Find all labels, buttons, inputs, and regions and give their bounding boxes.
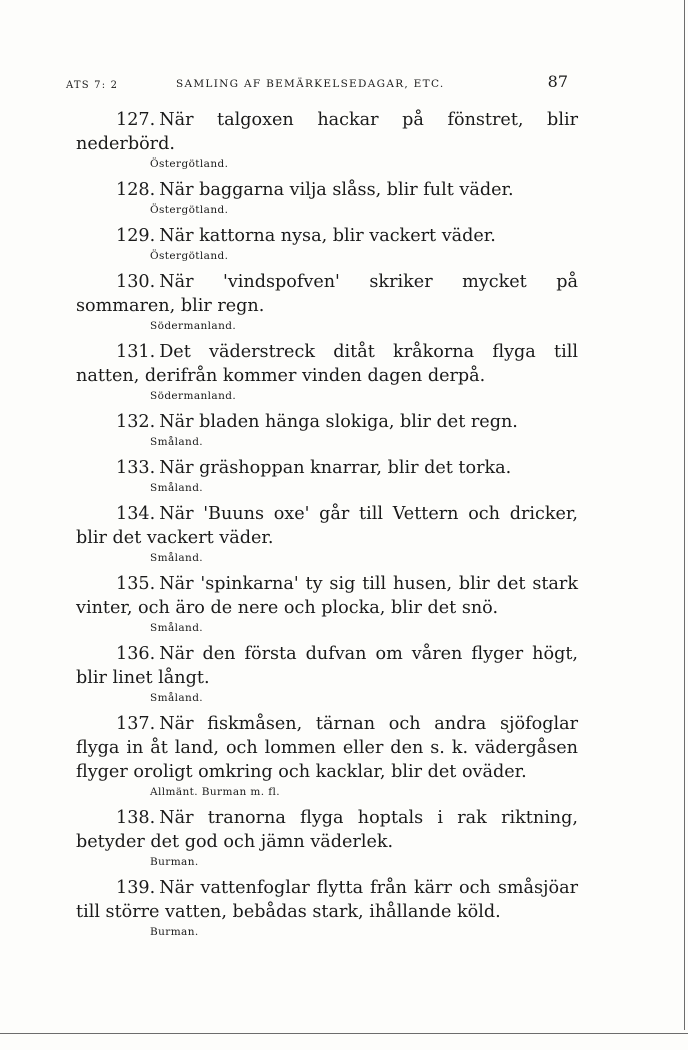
entry-source: Småland. [150,622,204,634]
entry-text: När gräshoppan knarrar, blir det torka. [159,458,512,478]
entry [76,502,578,565]
entry-paragraph [76,456,578,480]
entry [76,224,578,263]
entry-source: Småland. [150,436,204,448]
entry-paragraph [76,502,578,550]
entry-number: 127. [116,110,156,130]
entry-source: Småland. [150,552,204,564]
entry-source: Småland. [150,482,204,494]
entry-number: 128. [116,180,156,200]
entry-text: När 'spinkarna' ty sig till husen, blir det stark vinter, och äro de nere och plocka, blir det snö. [76,574,578,618]
entry-text: Det väderstreck ditåt kråkorna flyga till natten, derifrån kommer vinden dagen derpå. [76,342,578,386]
entry-text: När fiskmåsen, tärnan och andra sjöfoglar flyga in åt land, och lommen eller den s. k. vädergåsen flyger oroligt omkring och kacklar, blir det oväder. [76,714,578,782]
entry [76,108,578,171]
entry-source: Östergötland. [150,158,229,170]
entry-number: 133. [116,458,156,478]
entry-source: Burman. [150,926,199,938]
entry-source: Östergötland. [150,250,229,262]
entry-number: 134. [116,504,156,524]
entry-text: När bladen hänga slokiga, blir det regn. [159,412,518,432]
page-edge-bottom [0,1033,688,1034]
entry-text: När den första dufvan om våren flyger högt, blir linet långt. [76,644,578,688]
entry-text: När baggarna vilja slåss, blir fult väder. [159,180,514,200]
entry [76,806,578,869]
entry [76,340,578,403]
entry-number: 131. [116,342,156,362]
entry-paragraph [76,178,578,202]
entry-paragraph [76,340,578,388]
entry-text: När vattenfoglar flytta från kärr och småsjöar till större vatten, bebådas stark, ihållande köld. [76,878,578,922]
entry-text: När kattorna nysa, blir vackert väder. [159,226,496,246]
entry [76,410,578,449]
entry-number: 137. [116,714,156,734]
entry-text: När tranorna flyga hoptals i rak riktning, betyder det god och jämn väderlek. [76,808,578,852]
entry-number: 132. [116,412,156,432]
entry-text: När talgoxen hackar på fönstret, blir nederbörd. [76,110,578,154]
entry-source: Allmänt. Burman m. fl. [150,786,281,798]
entry-number: 129. [116,226,156,246]
entry-paragraph [76,876,578,924]
entry-source: Östergötland. [150,204,229,216]
entry-source: Södermanland. [150,390,237,402]
page-edge-right [684,0,685,1030]
entry-source: Småland. [150,692,204,704]
entry [76,270,578,333]
running-header [66,70,576,94]
series-label: ATS 7: 2 [66,80,119,91]
entry-text: När 'Buuns oxe' går till Vettern och dricker, blir det vackert väder. [76,504,578,548]
entry-paragraph [76,572,578,620]
entry-paragraph [76,642,578,690]
entry-number: 135. [116,574,156,594]
page-number: 87 [547,72,568,91]
entry [76,178,578,217]
entry-paragraph [76,410,578,434]
entry-paragraph [76,108,578,156]
entry-number: 130. [116,272,156,292]
entry [76,572,578,635]
entry-source: Södermanland. [150,320,237,332]
entry [76,456,578,495]
running-title: SAMLING AF BEMÄRKELSEDAGAR, ETC. [176,78,445,90]
entry-source: Burman. [150,856,199,868]
entry [76,876,578,939]
entry-text: När 'vindspofven' skriker mycket på sommaren, blir regn. [76,272,578,316]
entry-paragraph [76,224,578,248]
entry-paragraph [76,712,578,784]
entry-list [76,108,578,946]
entry-number: 136. [116,644,156,664]
entry-paragraph [76,806,578,854]
entry [76,642,578,705]
entry-paragraph [76,270,578,318]
entry-number: 138. [116,808,156,828]
entry-number: 139. [116,878,156,898]
entry [76,712,578,799]
